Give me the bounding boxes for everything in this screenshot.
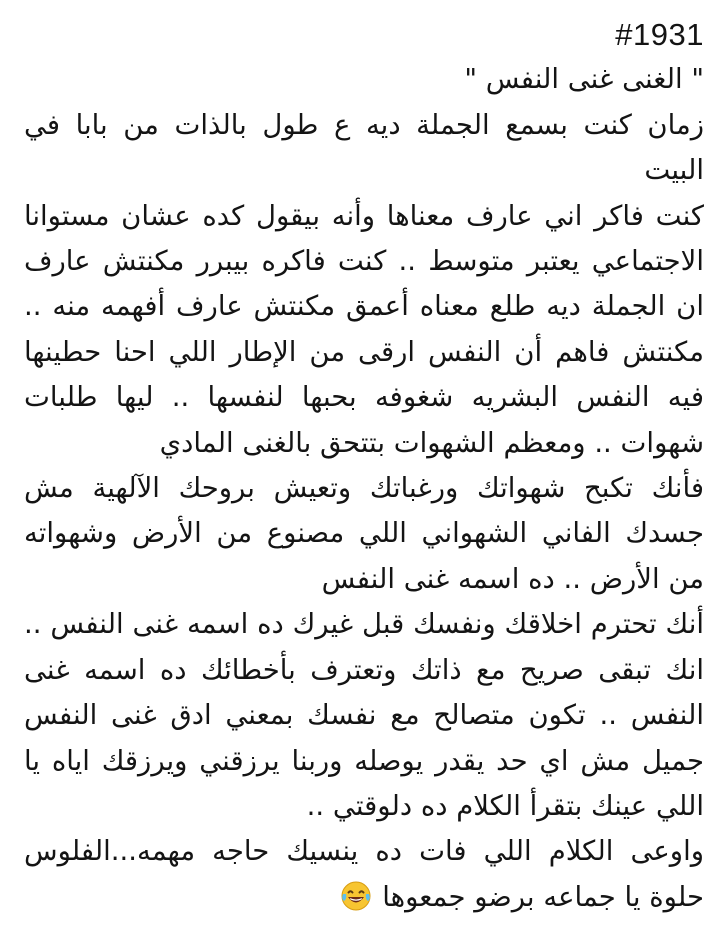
laughing-with-tears-icon [340,880,372,912]
post-hashtag: #1931 [615,17,704,52]
post-paragraph-2: كنت فاكر اني عارف معناها وأنه بيقول كده عشان مستوانا الاجتماعي يعتبر متوسط .. كنت فاكره بيبرر مكنتش عارف ان الجملة ديه طلع معناه أعمق مكنتش عارف أفهمه منه .. مكنتش فاهم أن النفس ارقى من الإطار اللي احنا حطينها فيه النفس البشريه شغوفه بحبها لنفسها .. ليها طلبات شهوات .. ومعظم الشهوات بتتحق بالغنى المادي [24,199,704,459]
post-paragraph-3: فأنك تكبح شهواتك ورغباتك وتعيش بروحك الآلهية مش جسدك الفاني الشهواني اللي مصنوع من الأرض وشهواته من الأرض .. ده اسمه غنى النفس [24,472,704,595]
post-paragraph-5-wrap [24,829,704,920]
post-paragraph-4: أنك تحترم اخلاقك ونفسك قبل غيرك ده اسمه غنى النفس .. انك تبقى صريح مع ذاتك وتعترف بأخطائك ده اسمه غنى النفس .. تكون متصالح مع نفسك بمعني ادق غنى النفس جميل مش اي حد يقدر يوصله وربنا يرزقني ويرزقك اياه يا اللي عينك بتقرأ الكلام ده دلوقتي .. [24,608,704,822]
post-title: " الغنى غنى النفس " [464,63,704,96]
post-body [24,12,704,920]
post-paragraph-5: واوعى الكلام اللي فات ده ينسيك حاجه مهمه...الفلوس حلوة يا جماعه برضو جمعوها [24,835,704,913]
post-paragraph-1: زمان كنت بسمع الجملة ديه ع طول بالذات من بابا في البيت [24,108,704,187]
